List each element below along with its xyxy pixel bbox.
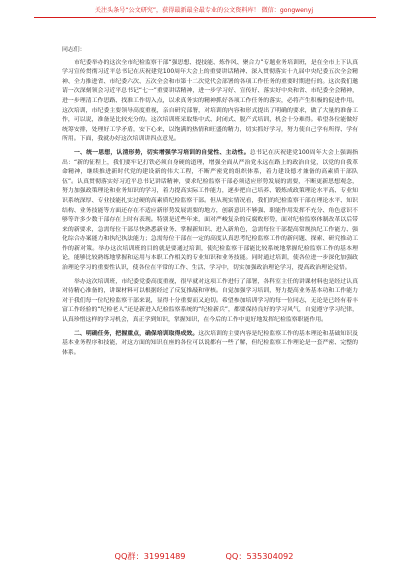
footer (0, 550, 408, 562)
salutation: 同志们： (62, 47, 86, 53)
footer-qq-group: QQ群：31991489 (114, 551, 186, 561)
document-body (62, 46, 358, 534)
header-divider (34, 17, 376, 18)
footer-qq-contact: QQ：535304092 (225, 551, 294, 561)
section-1-paragraph (62, 149, 358, 274)
paragraph-4: 这次培训的主要内容是纪检监察工作的基本理论和基础知识及基本业务程序和技能，对这方面的知识在座的各位可以说都有一些了解，但纪检监察工作理论是一套严密、完整的体系。 (62, 330, 358, 356)
section-2-paragraph (62, 330, 358, 359)
paragraph-1: 市纪委举办的这次全市纪检监察干部“强思想、提技能、炼作风、聚合力”专题业务培训班，是在全市上下认真学习宣传贯彻习近平总书记在庆祝建党100周年大会上的重要讲话精神、深入贯彻落实十九届中央纪委五次全会精神、全力推进省、市纪委六次、五次全会和市第十二次党代会部署的各项工作任务的重要时期进行的。这次我们邀请一次深刻领会习近平总书记“七一”重要讲话精神，进一步学习好、宣传好、落实好中央和省、市纪委全会精神，进一步理清工作思路、找准工作切入点，以求真务实的精神抓好各项工作任务的落实，必将产生积极的促进作用。这次培训，市纪委主要领导高度重视，亲自研究部署，对培训的内容和形式提出了明确的要求，做了大量的准备工作，可以说，准备是比较充分的。这次培训班采取集中式、封闭式、脱产式培训，机会十分难得。希望各位能做好统筹安排，处理好工学矛盾，安下心来，以饱满的热情和旺盛的精力，切实抓好学习，努力使自己学有所得、学有所用。下面，我就办好这次培训讲四点意见。 (62, 59, 358, 143)
header-banner: 关注头条号“公文研究”，获得最新最全最专业的公文资料库！ 微信：gongwenyj (94, 7, 314, 14)
section-2-heading: 二、明确任务，把握重点，确保培训取得成效。 (74, 330, 199, 337)
paragraph-2: 总书记在庆祝建党100周年大会上强调指出：“新的征程上，我们要牢记打铁必须自身硬的道理，增强全面从严治党永远在路上的政治自觉，以党的自我革命精神，继续推进新时代党的建设新的伟大工程，不断严密党的组织体系，着力建设德才兼备的高素质干部队伍”。认真贯彻落实好习近平总书记讲话精神，要求纪检监察干部必须适应形势发展的需要，不断更新思想观念，努力加强政策理论和业务知识的学习，着力提高实际工作能力，逐步把自己培养、锻炼成政策理论水平高、专业知识系统深厚、专业技能扎实过硬的高素质纪检监察干部。但从现实情况看，我们的纪检监察干部在理论水平、知识结构、业务技能等方面还存在不适应新形势发展需要的地方，创新意识不够强、职能作用发挥不充分、角色意识不够等许多少数干部存在上时有表现。特别是近些年来，面对严峻复杂的反腐败形势，面对纪检监察体制改革以后带来的新要求，急需每位干部尽快熟悉新业务、掌握新知识、进入新角色，急需每位干部提高常规执纪工作能力、强化综合办案能力和执纪执法能力；急需每位干部在一定的高度认真思考纪检监察工作的新问题、探索、研究推动工作的新对策。举办这次培训班的目的就是要通过培训，使纪检监察干部能比较系统地掌握纪检监察工作的基本理论，能够比较熟练地掌握和运用与本职工作相关的专业知识和业务技能。同时通过培训，使各位进一步深化加强政治理论学习的重要性认识，使各位在平常的工作、生活、学习中，切实加强政治理论学习，提高政治理论觉悟。 (62, 149, 358, 272)
section-1-heading: 一、统一思想，认清形势，切实增强学习培训的自觉性、主动性。 (74, 149, 250, 156)
paragraph-3: 举办这次培训班，市纪委党委高度重视，很早就对这项工作进行了部署，各科室主任的讲课材料也是经过认真对待精心准备的，讲课材料可以根据经过了反复推敲和审核。自觉加强学习培训，努力提高业务基本功和工作能力对于我们每一位纪检监察干部来说，显得十分重要而又迫切。希望参加培训学习的每一位同志，无论是已经有着丰富工作经验的“纪检老人”还是新进入纪检监察系统的“纪检新兵”，都要保持良好的学习风气，自觉遵守学习纪律，认真珍惜这样的学习机会，真正学到知识，掌握知识，在今后的工作中更好地发挥纪检监察职能作用。 (62, 278, 358, 324)
